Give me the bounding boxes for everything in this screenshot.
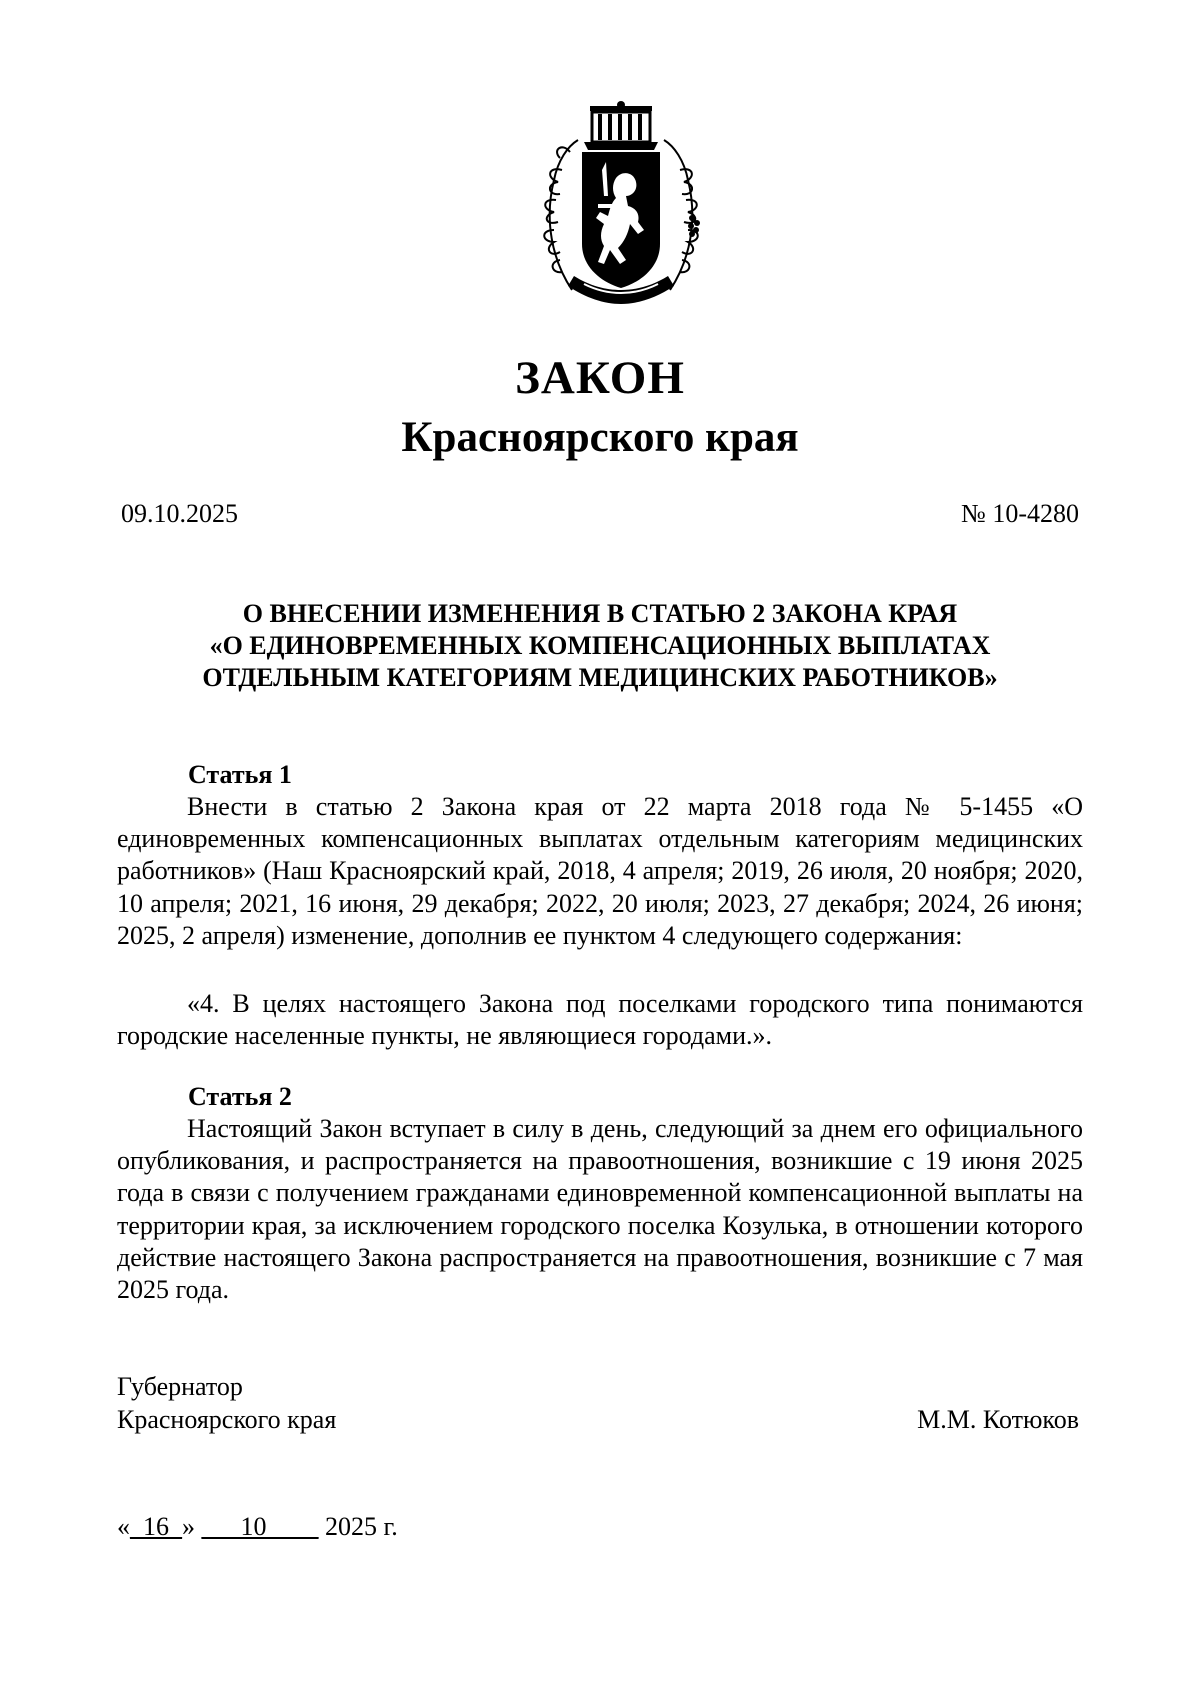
signatory-position-line-2: Красноярского края — [117, 1405, 337, 1434]
signatory-position-line-1: Губернатор — [117, 1372, 243, 1401]
document-title-line-1: О ВНЕСЕНИИ ИЗМЕНЕНИЯ В СТАТЬЮ 2 ЗАКОНА КРАЯ — [242, 599, 958, 628]
article-2-paragraph-1: Настоящий Закон вступает в силу в день, следующий за днем его официального опубликования, и распространяется на правоотношения, возникшие с 19 июня 2025 года в связи с получением гражданами единовременной компенсационной выплаты на территории края, за исключением городского поселка Козулька, в отношении которого действие настоящего Закона распространяется на правоотношения, возникшие с 7 мая 2025 года. — [117, 1114, 1083, 1305]
document-title-line-2: «О ЕДИНОВРЕМЕННЫХ КОМПЕНСАЦИОННЫХ ВЫПЛАТАХ — [209, 631, 991, 660]
law-number: № 10-4280 — [961, 499, 1079, 528]
article-1-paragraph-1: Внести в статью 2 Закона края от 22 марта 2018 года № 5-1455 «О единовременных компенсационных выплатах отдельным категориям медицинских работников» (Наш Красноярский край, 2018, 4 апреля; 2019, 26 июля, 20 ноября; 2020, 10 апреля; 2021, 16 июня, 29 декабря; 2022, 20 июля; 2023, 27 декабря; 2024, 26 июня; 2025, 2 апреля) изменение, дополнив ее пунктом 4 следующего содержания: — [117, 792, 1083, 950]
signing-date — [117, 1511, 398, 1543]
signing-date-close-quote: » — [182, 1512, 195, 1541]
document-title — [150, 598, 1050, 694]
law-date: 09.10.2025 — [121, 499, 238, 528]
signing-date-year: 2025 г. — [325, 1512, 398, 1541]
law-region: Красноярского края — [401, 414, 799, 461]
law-title: ЗАКОН — [515, 352, 685, 404]
signing-date-day: _16_ — [130, 1512, 182, 1541]
signatory-name: М.М. Котюков — [917, 1405, 1079, 1434]
signing-date-open-quote: « — [117, 1512, 130, 1541]
article-1-paragraph-2: «4. В целях настоящего Закона под поселками городского типа понимаются городские населенные пункты, не являющиеся городами.». — [117, 989, 1083, 1051]
article-1-heading: Статья 1 — [188, 760, 292, 789]
krasnoyarsk-coat-of-arms-icon — [532, 100, 710, 312]
signing-date-month: ___10____ — [201, 1512, 319, 1541]
article-2-heading: Статья 2 — [188, 1082, 292, 1111]
document-title-line-3: ОТДЕЛЬНЫМ КАТЕГОРИЯМ МЕДИЦИНСКИХ РАБОТНИКОВ» — [202, 663, 998, 692]
